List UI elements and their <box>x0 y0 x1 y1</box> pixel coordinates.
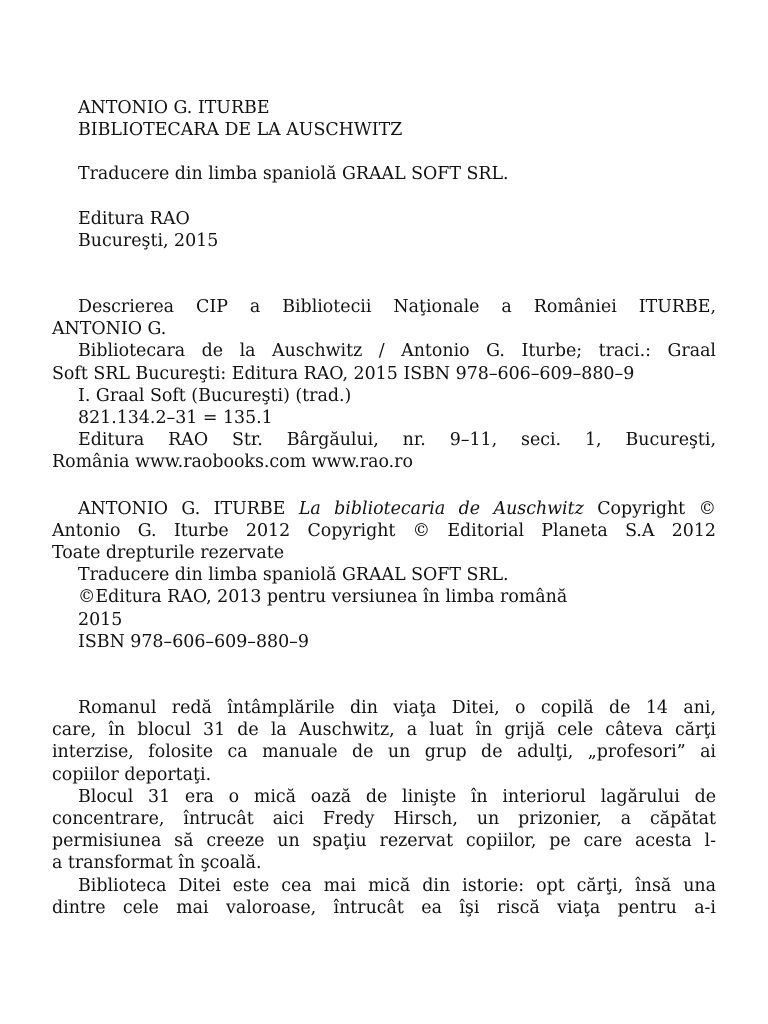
copyright-line: Traducere din limba spaniolă GRAAL SOFT SRL. <box>78 565 509 586</box>
synopsis-line: Blocul 31 era o mică oază de linişte în interiorul lagărului de <box>78 786 716 807</box>
translation-credit: Traducere din limba spaniolă GRAAL SOFT SRL. <box>78 164 509 185</box>
synopsis-line: Biblioteca Ditei este cea mai mică din istorie: opt cărţi, însă una <box>78 875 716 896</box>
synopsis <box>52 697 716 919</box>
copyright-author: ANTONIO G. ITURBE <box>78 498 299 519</box>
book-title: BIBLIOTECARA DE LA AUSCHWITZ <box>78 120 403 141</box>
publisher-place-year: Bucureşti, 2015 <box>78 230 219 251</box>
cip-line: 821.134.2–31 = 135.1 <box>78 408 273 429</box>
copyright-line: Antonio G. Iturbe 2012 Copyright © Editorial Planeta S.A 2012 <box>52 520 716 541</box>
synopsis-line: concentrare, întrucât aici Fredy Hirsch, un prizonier, a căpătat <box>52 809 716 830</box>
synopsis-line: copiilor deportaţi. <box>52 764 212 785</box>
title-block <box>52 97 716 141</box>
cip-line: Soft SRL Bucureşti: Editura RAO, 2015 ISBN 978–606–609–880–9 <box>52 363 635 384</box>
cip-line: I. Graal Soft (Bucureşti) (trad.) <box>78 385 352 406</box>
original-title: La bibliotecaria de Auschwitz <box>298 498 584 519</box>
copyright-block <box>52 498 716 653</box>
cip-block <box>52 296 716 474</box>
cip-line: Editura RAO Str. Bârgăului, nr. 9–11, seci. 1, Bucureşti, <box>78 430 716 451</box>
publisher-name: Editura RAO <box>78 208 190 229</box>
synopsis-line: interzise, folosite ca manuale de un grup de adulţi, „profesori” ai <box>52 742 716 763</box>
cip-line: ANTONIO G. <box>52 319 167 340</box>
copyright-line: Toate drepturile rezervate <box>52 543 285 564</box>
cip-line: România www.raobooks.com www.rao.ro <box>52 452 413 473</box>
cip-line: Bibliotecara de la Auschwitz / Antonio G. Iturbe; traci.: Graal <box>78 341 716 362</box>
cip-line: Descrierea CIP a Bibliotecii Naţionale a României ITURBE, <box>78 297 716 318</box>
document-page <box>52 97 716 919</box>
synopsis-line: a transformat în şcoală. <box>52 853 262 874</box>
copyright-line: ©Editura RAO, 2013 pentru versiunea în limba română <box>78 587 568 608</box>
author-name: ANTONIO G. ITURBE <box>78 98 270 118</box>
publisher-block <box>52 208 716 252</box>
copyright-line <box>52 498 716 520</box>
synopsis-line: permisiunea să creeze un spaţiu rezervat copiilor, pe care acesta l- <box>52 831 716 852</box>
isbn-line: ISBN 978–606–609–880–9 <box>78 631 309 652</box>
synopsis-line: care, în blocul 31 de la Auschwitz, a luat în grijă cele câteva cărţi <box>52 720 716 741</box>
synopsis-line: Romanul redă întâmplările din viaţa Ditei, o copilă de 14 ani, <box>78 698 716 719</box>
synopsis-line: dintre cele mai valoroase, întrucât ea îşi riscă viaţa pentru a-i <box>52 897 716 918</box>
copyright-line: 2015 <box>78 609 123 630</box>
copyright-mark: Copyright © <box>583 498 716 519</box>
